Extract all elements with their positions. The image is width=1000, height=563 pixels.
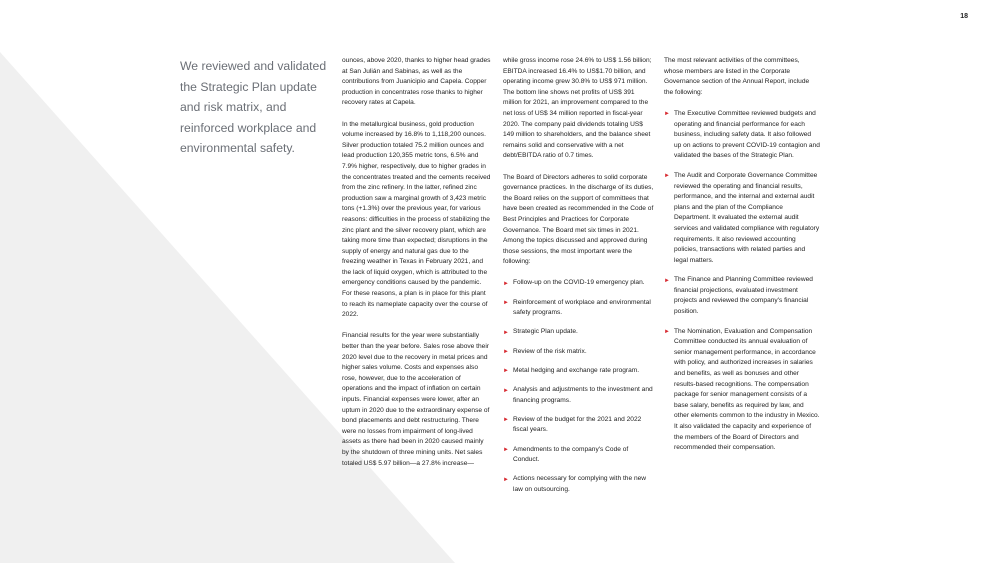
bullet-triangle-icon: ►: [503, 447, 509, 454]
board-topics-list: [503, 278, 655, 495]
list-item: [664, 109, 820, 162]
text-column-1: [342, 56, 492, 480]
text-column-3: [664, 56, 820, 463]
body-paragraph: In the metallurgical business, gold production volume increased by 16.8% to 1,118,200 ounces. Silver production totaled 75.2 million ounces and lead production 120,355 metric tons, 6.5% and 7.9% higher, respectively, due to higher grades in the concentrates treated and the cements received from the zinc refinery. In the latter, refined zinc production saw a marginal growth of 3,423 metric tons (+1.3%) over the previous year, for various reasons: difficulties in the process of stabilizing the zinc plant and the silver recovery plant, which are taking more time than expected; disruptions in the supply of energy and natural gas due to the freezing weather in Texas in February 2021, and the lack of liquid oxygen, which is attributed to the emergency conditions caused by the pandemic. For these reasons, a plan is in place for this plant to reach its nameplate capacity over the course of 2022.: [342, 120, 491, 319]
list-item-text: Strategic Plan update.: [513, 328, 578, 336]
list-item-text: Actions necessary for complying with the new law on outsourcing.: [513, 475, 647, 493]
body-paragraph: ounces, above 2020, thanks to higher head grades at San Julián and Sabinas, as well as the contributions from Juanicipio and Capela. Copper production in concentrates rose thanks to higher recovery rates at Capela.: [342, 57, 491, 107]
bullet-triangle-icon: ►: [664, 329, 670, 336]
body-paragraph: The Board of Directors adheres to solid corporate governance practices. In the discharge of its duties, the Board relies on the support of committees that have been created as recommended in the Code of Best Principles and Practices for Corporate Governance. The Board met six times in 2021. Among the topics discussed and approved during those sessions, the most important were the following:: [503, 173, 654, 266]
page-number: 18: [960, 13, 968, 20]
list-item-text: Review of the risk matrix.: [513, 347, 587, 355]
bullet-triangle-icon: ►: [503, 329, 509, 336]
body-paragraph: The most relevant activities of the committees, whose members are listed in the Corporate Governance section of the Annual Report, include the following:: [664, 57, 810, 96]
body-paragraph: while gross income rose 24.6% to US$ 1.56 billion; EBITDA increased 16.4% to US$1.70 billion, and operating income grew 30.8% to US$ 971 million. The bottom line shows net profits of US$ 391 million for 2021, an improvement compared to the net loss of US$ 34 million reported in fiscal-year 2020. The company paid dividends totaling US$ 149 million to shareholders, and the balance sheet remains solid and conservative with a net debt/EBITDA ratio of 0.7 times.: [503, 57, 652, 160]
list-item: [503, 327, 655, 338]
bullet-triangle-icon: ►: [503, 476, 509, 483]
list-item-text: Review of the budget for the 2021 and 2022 fiscal years.: [513, 415, 642, 434]
bullet-triangle-icon: ►: [503, 349, 509, 356]
list-item: [503, 298, 655, 319]
bullet-triangle-icon: ►: [503, 387, 509, 394]
list-item-text: Follow-up on the COVID-19 emergency plan.: [513, 279, 645, 287]
list-item-text: The Audit and Corporate Governance Committee reviewed the operating and financial results, performance, and the internal and external audit plans and the plan of the Compliance Department. It evaluated the external audit services and validated compliance with regulatory requirements. It also reviewed accounting policies, transactions with related parties and legal matters.: [674, 171, 820, 264]
list-item: [664, 275, 820, 317]
bullet-triangle-icon: ►: [664, 111, 670, 118]
list-item: [503, 278, 655, 289]
list-item-text: Amendments to the company's Code of Conduct.: [513, 445, 629, 464]
bullet-triangle-icon: ►: [503, 280, 509, 287]
text-column-2: [503, 56, 655, 504]
list-item-text: The Finance and Planning Committee reviewed financial projections, evaluated investment projects and reviewed the company's financial position.: [674, 276, 813, 316]
bullet-triangle-icon: ►: [664, 277, 670, 284]
list-item-text: Metal hedging and exchange rate program.: [513, 366, 640, 374]
lead-statement: We reviewed and validated the Strategic Plan update and risk matrix, and reinforced workplace and environmental safety.: [180, 59, 327, 155]
list-item: [664, 327, 820, 454]
list-item: [503, 385, 655, 406]
list-item: [664, 171, 820, 266]
list-item-text: The Nomination, Evaluation and Compensation Committee conducted its annual evaluation of senior management performance, in accordance with policy, and authorized increases in salaries and benefits, as well as bonuses and other results-based recognitions. The compensation package for senior management consists of a base salary, benefits as required by law, and other elements common to the industry in Mexico. It also validated the capacity and experience of the members of the Board of Directors and recommended their compensation.: [674, 327, 820, 452]
bullet-triangle-icon: ►: [664, 173, 670, 180]
list-item: [503, 347, 655, 358]
list-item-text: Reinforcement of workplace and environmental safety programs.: [513, 298, 651, 317]
list-item: [503, 415, 655, 436]
list-item: [503, 445, 655, 466]
list-item-text: The Executive Committee reviewed budgets and operating and financial performance for each business, including safety data. It also followed up on actions to prevent COVID-19 contagion and validated the bases of the Strategic Plan.: [674, 109, 820, 160]
bullet-triangle-icon: ►: [503, 300, 509, 307]
body-paragraph: Financial results for the year were substantially better than the year before. Sales rose above their 2020 level due to the recovery in metal prices and higher sales volume. Costs and expenses also rose, however, due to the acceleration of operations and the impact of inflation on certain inputs. Financial expenses were lower, after an uptum in 2020 due to the extraordinary expense of bond placements and debt restructuring. There were no losses from impairment of long-lived assets as there had been in 2020 caused mainly by the shutdown of three mining units. Net sales totaled US$ 5.97 billion—a 27.8% increase—: [342, 332, 490, 467]
bullet-triangle-icon: ►: [503, 417, 509, 424]
list-item-text: Analysis and adjustments to the investment and financing programs.: [513, 386, 653, 404]
list-item: [503, 474, 655, 495]
bullet-triangle-icon: ►: [503, 368, 509, 375]
list-item: [503, 366, 655, 377]
committee-activities-list: [664, 109, 820, 454]
